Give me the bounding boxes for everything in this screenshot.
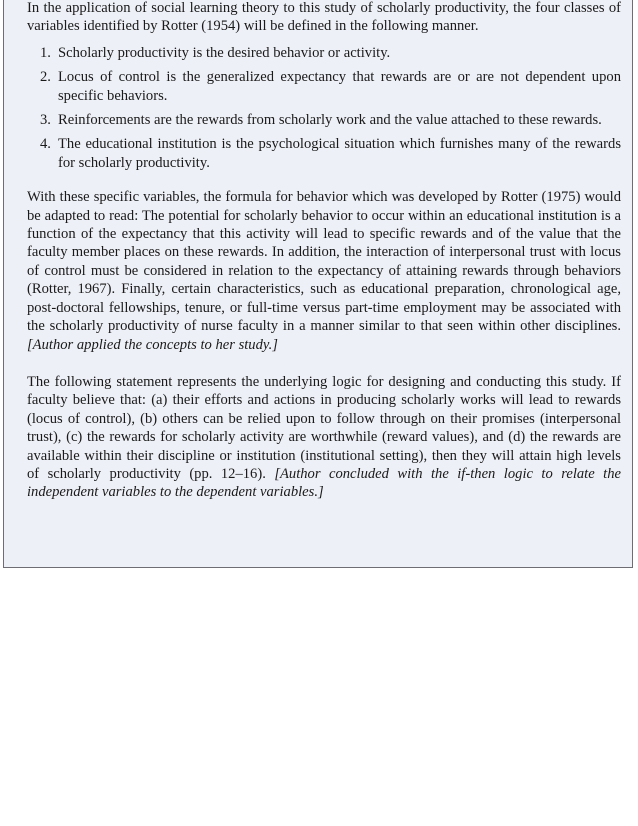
list-item-text: The educational institution is the psychological situation which furnishes many of the rewards for scholarly productivity. xyxy=(58,136,621,171)
list-item-number: 2. xyxy=(40,69,51,86)
list-item-text: Scholarly productivity is the desired behavior or activity. xyxy=(58,44,391,61)
list-item xyxy=(27,111,621,129)
excerpt-box xyxy=(3,0,633,568)
formula-paragraph xyxy=(27,188,621,354)
list-item xyxy=(27,135,621,172)
list-item xyxy=(27,68,621,105)
list-item-text: Reinforcements are the rewards from scholarly work and the value attached to these rewards. xyxy=(58,112,602,129)
formula-paragraph-text: With these specific variables, the formula for behavior which was developed by Rotter (1975) would be adapted to read: The potential for scholarly behavior to occur within an educational institution is a function of the expectancy that this activity will lead to specific rewards and of the value that the faculty member places on these rewards. In addition, the interaction of interpersonal trust with locus of control must be considered in relation to the expectancy of attaining rewards through behaviors (Rotter, 1967). Finally, certain characteristics, such as educational preparation, chronological age, post-doctoral fellowships, tenure, or full-time versus part-time employment may be associated with the scholarly productivity of nurse faculty in a manner similar to that seen within other disciplines. xyxy=(27,189,621,335)
list-item xyxy=(27,44,621,62)
list-item-number: 3. xyxy=(40,112,51,129)
intro-paragraph: In the application of social learning theory to this study of scholarly productivity, the four classes of variables identified by Rotter (1954) will be defined in the following manner. xyxy=(27,0,621,35)
author-note: [Author applied the concepts to her study.] xyxy=(27,336,278,353)
excerpt-content xyxy=(27,0,621,502)
list-item-number: 4. xyxy=(40,136,51,153)
author-note: [Author concluded with the if-then logic to relate the independent variables to the dependent variables.] xyxy=(27,465,621,501)
logic-paragraph xyxy=(27,373,621,502)
list-item-text: Locus of control is the generalized expectancy that rewards are or are not dependent upon specific behaviors. xyxy=(58,69,621,104)
variables-list xyxy=(27,44,621,172)
logic-paragraph-text: The following statement represents the underlying logic for designing and conducting this study. If faculty believe that: (a) their efforts and actions in producing scholarly works will lead to rewards (locus of control), (b) others can be relied upon to follow through on their promises (interpersonal trust), (c) the rewards for scholarly activity are worthwhile (reward values), and (d) the rewards are available within their discipline or institution (institutional setting), then they will attain high levels of scholarly productivity (pp. 12–16). xyxy=(27,373,621,482)
list-item-number: 1. xyxy=(40,44,51,61)
